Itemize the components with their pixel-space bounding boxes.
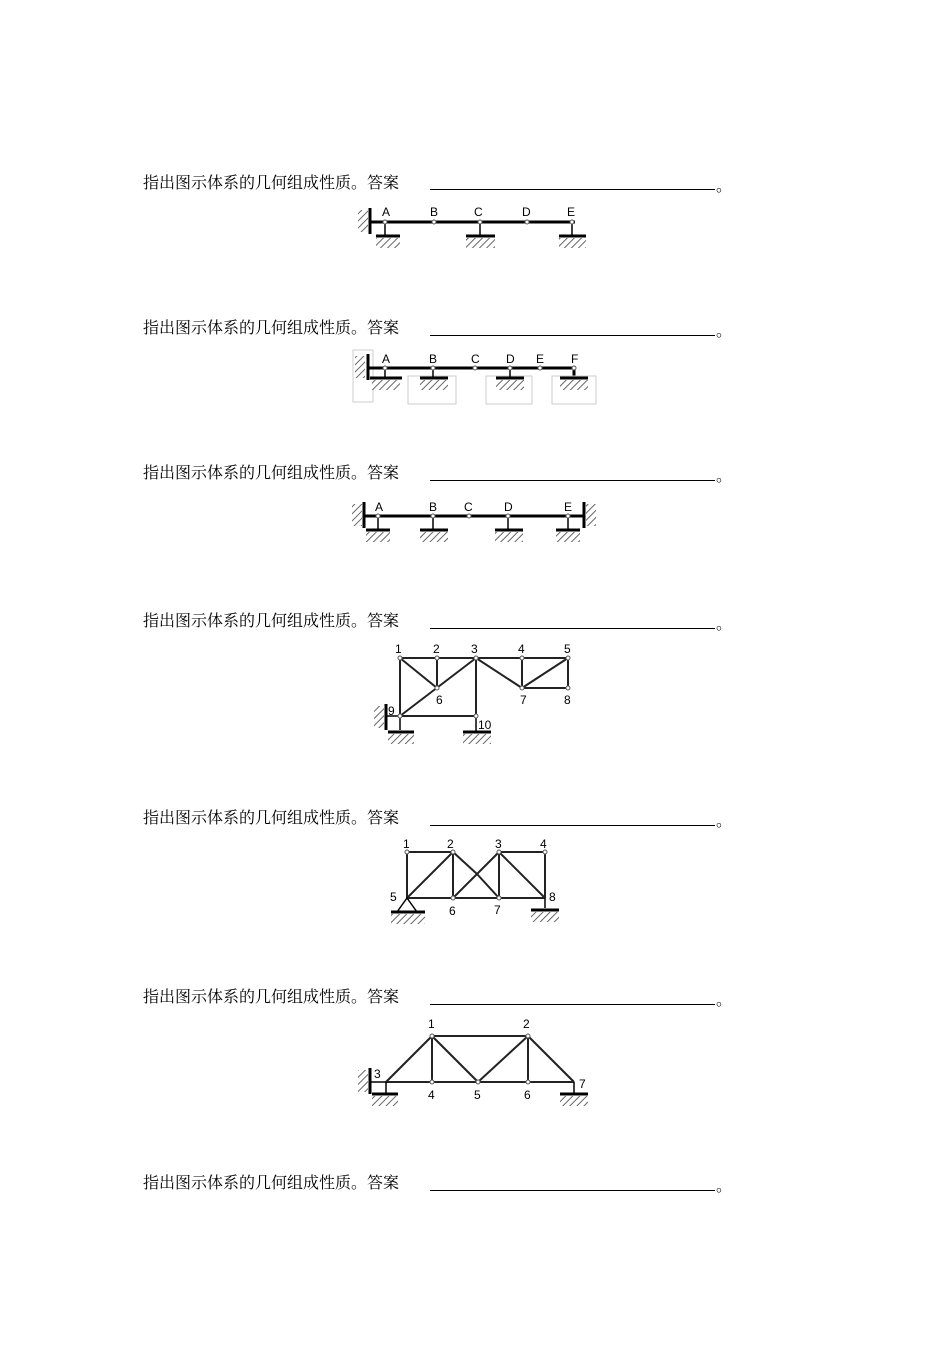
label-1: 1 <box>428 1017 435 1031</box>
period: 。 <box>716 176 733 195</box>
label-8: 8 <box>549 890 556 904</box>
answer-blank[interactable] <box>430 628 715 629</box>
question-prompt: 指出图示体系的几何组成性质。答案 <box>143 611 400 630</box>
label-C: C <box>471 352 480 366</box>
label-6: 6 <box>524 1088 531 1102</box>
label-4: 4 <box>518 642 525 656</box>
label-3: 3 <box>495 837 502 851</box>
beam-diagram-2 <box>350 348 610 408</box>
period: 。 <box>716 990 733 1009</box>
label-A: A <box>382 352 391 366</box>
label-A: A <box>382 205 391 219</box>
beam-diagram-1 <box>350 200 600 260</box>
label-C: C <box>464 500 473 514</box>
answer-blank[interactable] <box>430 1004 715 1005</box>
label-10: 10 <box>478 718 492 732</box>
label-1: 1 <box>403 837 410 851</box>
label-C: C <box>474 205 483 219</box>
label-2: 2 <box>447 837 454 851</box>
label-4: 4 <box>540 837 547 851</box>
label-5: 5 <box>474 1088 481 1102</box>
label-E: E <box>536 352 545 366</box>
label-7: 7 <box>579 1077 586 1091</box>
period: 。 <box>716 321 733 340</box>
label-2: 2 <box>433 642 440 656</box>
question-prompt: 指出图示体系的几何组成性质。答案 <box>143 318 400 337</box>
label-4: 4 <box>428 1088 435 1102</box>
label-6: 6 <box>436 693 443 707</box>
label-E: E <box>567 205 576 219</box>
label-B: B <box>429 352 438 366</box>
label-7: 7 <box>520 693 527 707</box>
answer-blank[interactable] <box>430 1190 715 1191</box>
label-9: 9 <box>388 704 395 718</box>
label-1: 1 <box>395 642 402 656</box>
question-prompt: 指出图示体系的几何组成性质。答案 <box>143 808 400 827</box>
label-A: A <box>375 500 384 514</box>
question-prompt: 指出图示体系的几何组成性质。答案 <box>143 463 400 482</box>
label-7: 7 <box>494 903 501 917</box>
label-D: D <box>522 205 531 219</box>
beam-diagram-3 <box>348 496 608 551</box>
question-prompt: 指出图示体系的几何组成性质。答案 <box>143 1173 400 1192</box>
question-prompt: 指出图示体系的几何组成性质。答案 <box>143 987 400 1006</box>
answer-blank[interactable] <box>430 480 715 481</box>
period: 。 <box>716 811 733 830</box>
truss-diagram-6 <box>350 1014 600 1114</box>
truss-diagram-4 <box>360 640 590 750</box>
label-E: E <box>564 500 573 514</box>
label-5: 5 <box>564 642 571 656</box>
label-5: 5 <box>390 890 397 904</box>
period: 。 <box>716 466 733 485</box>
label-B: B <box>429 500 438 514</box>
answer-blank[interactable] <box>430 825 715 826</box>
label-3: 3 <box>374 1067 381 1081</box>
truss-diagram-5 <box>385 836 575 931</box>
answer-blank[interactable] <box>430 189 715 190</box>
label-D: D <box>504 500 513 514</box>
label-3: 3 <box>471 642 478 656</box>
label-F: F <box>571 352 579 366</box>
answer-blank[interactable] <box>430 335 715 336</box>
label-6: 6 <box>449 904 456 918</box>
period: 。 <box>716 614 733 633</box>
question-prompt: 指出图示体系的几何组成性质。答案 <box>143 173 400 192</box>
label-8: 8 <box>564 693 571 707</box>
label-2: 2 <box>523 1017 530 1031</box>
label-B: B <box>430 205 439 219</box>
period: 。 <box>716 1176 733 1195</box>
label-D: D <box>506 352 515 366</box>
